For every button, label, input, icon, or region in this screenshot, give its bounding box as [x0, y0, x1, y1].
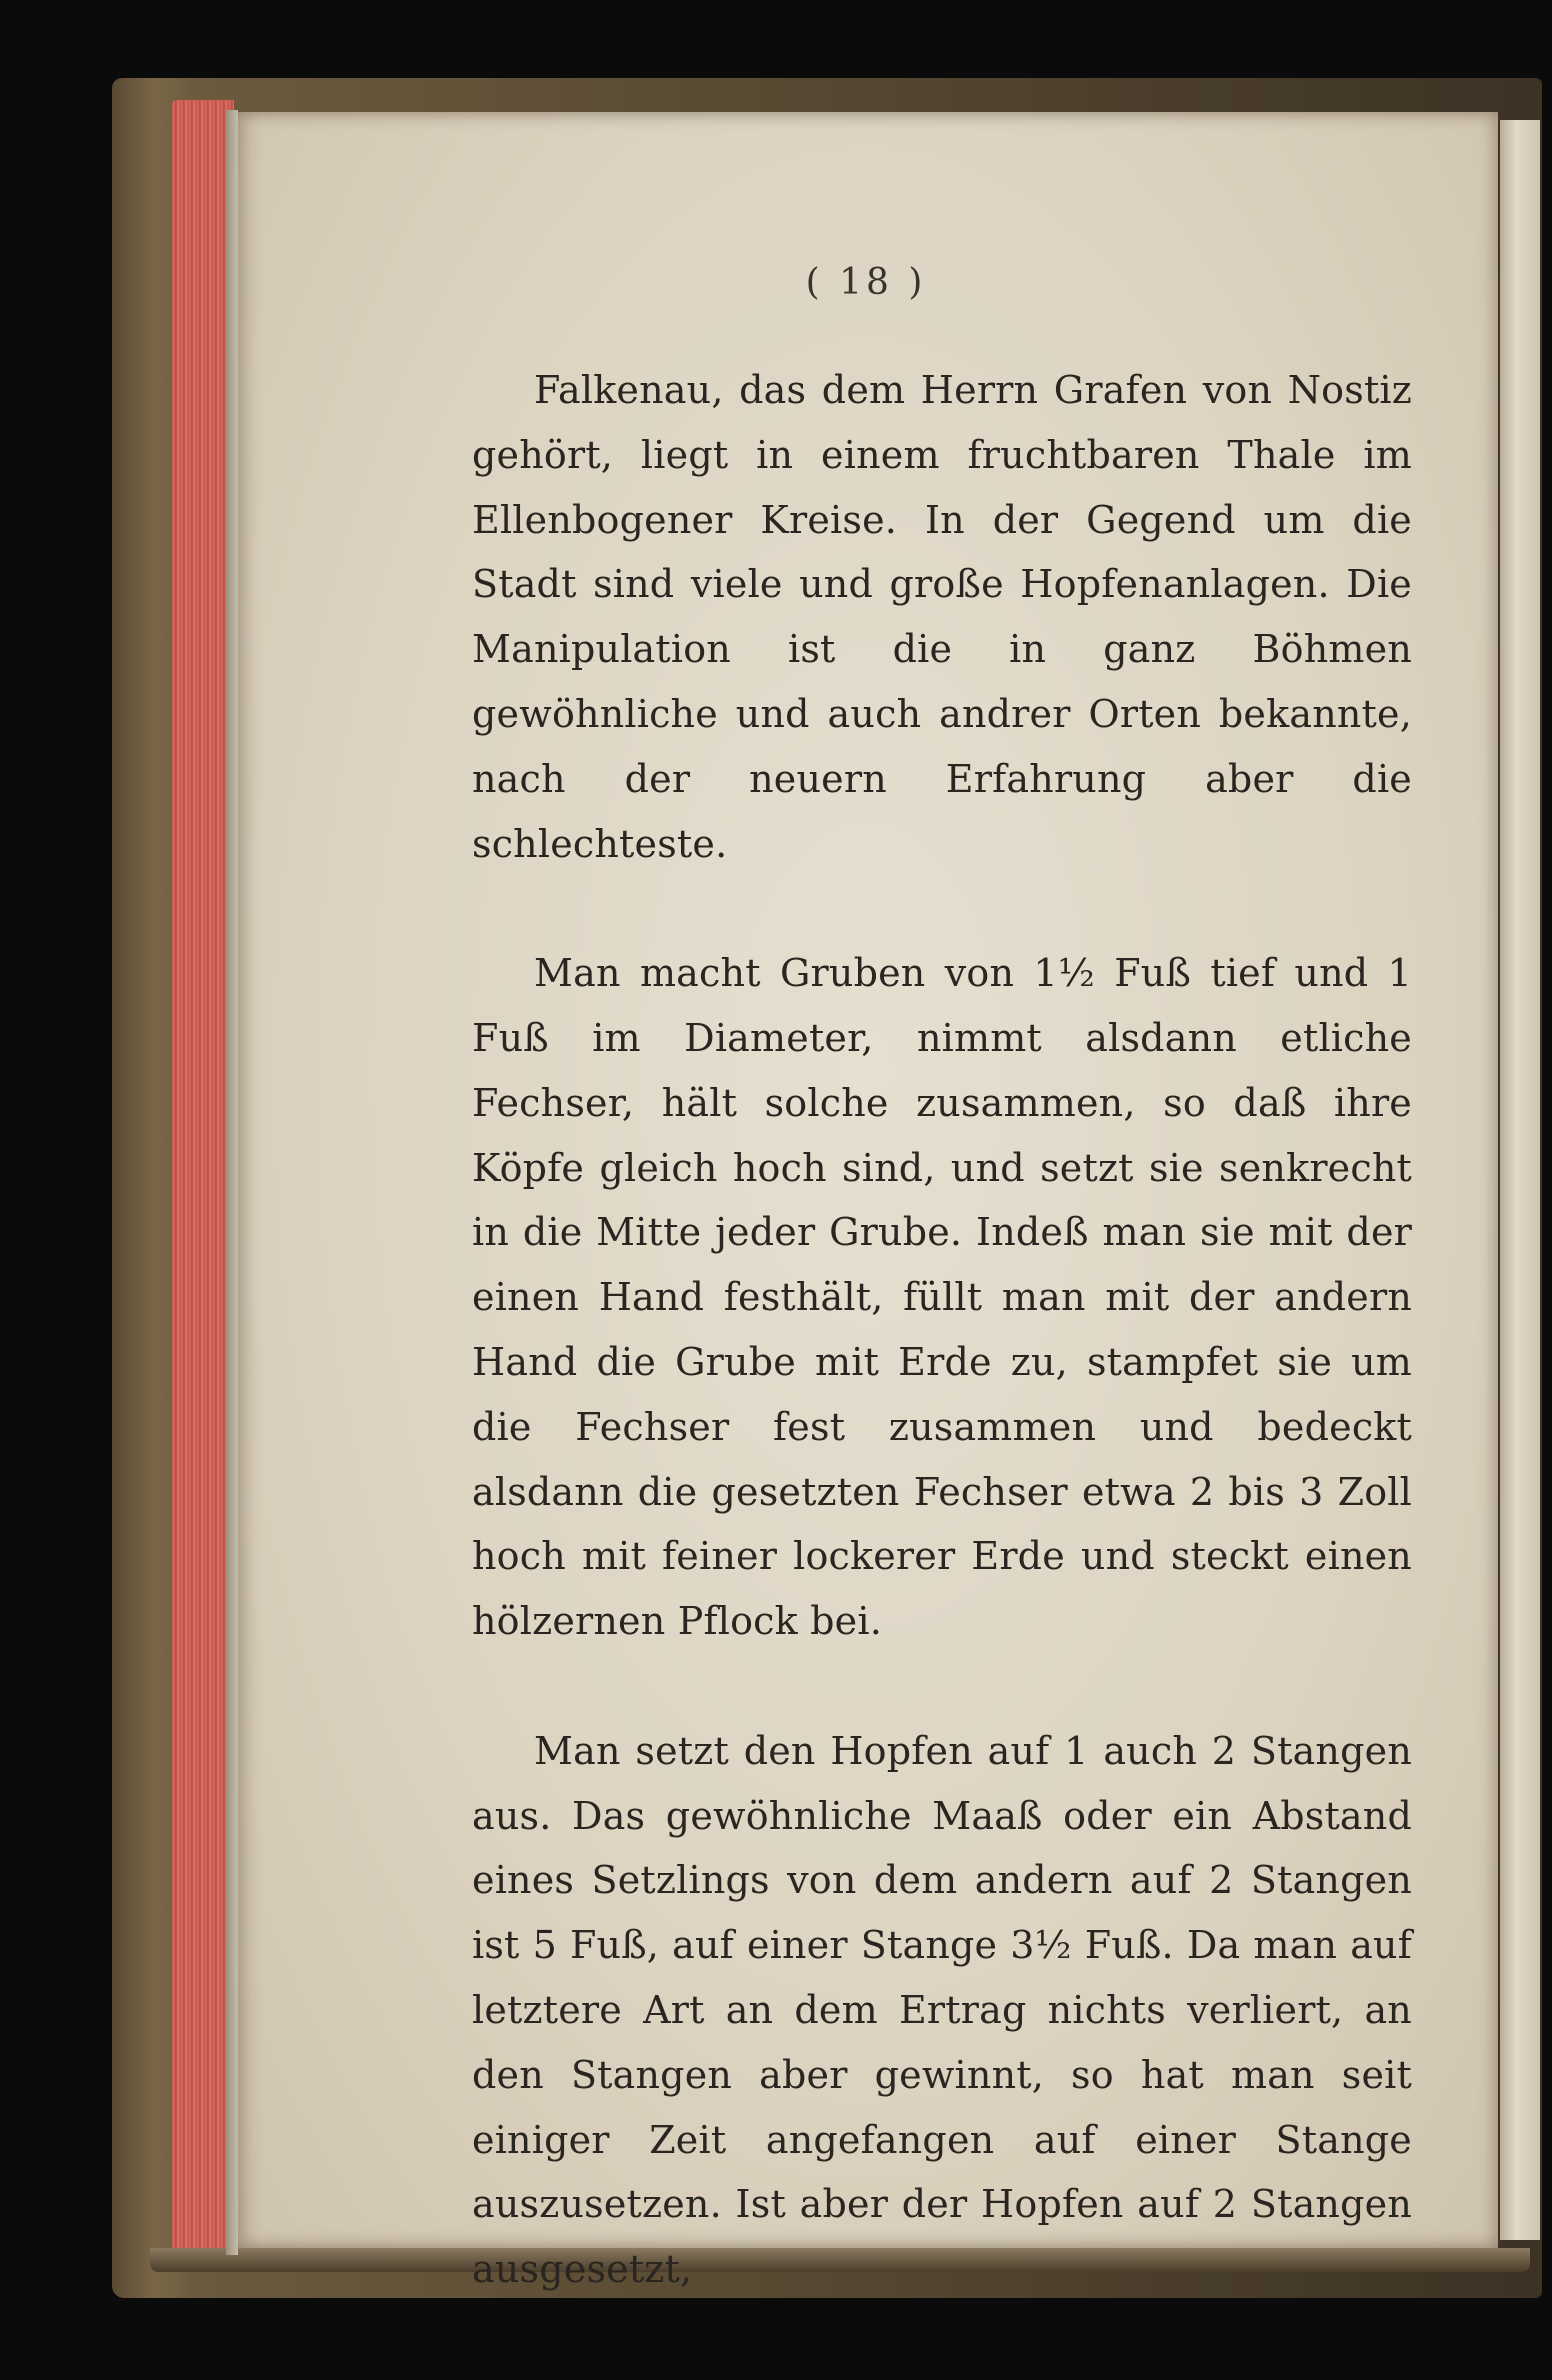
- page-edge-right: [1500, 120, 1540, 2240]
- page-gutter: [226, 110, 238, 2255]
- paragraph-3: Man setzt den Hopfen auf 1 auch 2 Stangen aus. Das gewöhnliche Maaß oder ein Abstand eines Setzlings von dem andern auf 2 Stangen ist 5 Fuß, auf einer Stange 3½ Fuß. Da man auf letztere Art an dem Ertrag nichts verliert, an den Stangen aber gewinnt, so hat man seit einiger Zeit angefangen auf einer Stange auszusetzen. Ist aber der Hopfen auf 2 Stangen ausgesetzt,: [472, 1728, 1412, 2292]
- paragraph-1: Falkenau, das dem Herrn Grafen von Nostiz gehört, liegt in einem fruchtbaren Thale im Ellenbogener Kreise. In der Gegend um die Stadt sind viele und große Hopfenanlagen. Die Manipulation ist die in ganz Böhmen gewöhnliche und auch andrer Orten bekannte, nach der neuern Erfahrung aber die schlechteste.: [472, 368, 1412, 866]
- paragraph-2: Man macht Gruben von 1½ Fuß tief und 1 Fuß im Diameter, nimmt alsdann etliche Fechser, hält solche zusammen, so daß ihre Köpfe gleich hoch sind, und setzt sie senkrecht in die Mitte jeder Grube. Indeß man sie mit der einen Hand festhält, füllt man mit der andern Hand die Grube mit Erde zu, stampfet sie um die Fechser fest zusammen und bedeckt alsdann die gesetzten Fechser etwa 2 bis 3 Zoll hoch mit feiner lockerer Erde und steckt einen hölzernen Pflock bei.: [472, 951, 1412, 1644]
- page-number: ( 18 ): [805, 262, 927, 303]
- page-body: [472, 260, 1412, 2302]
- red-page-edge: [172, 100, 234, 2260]
